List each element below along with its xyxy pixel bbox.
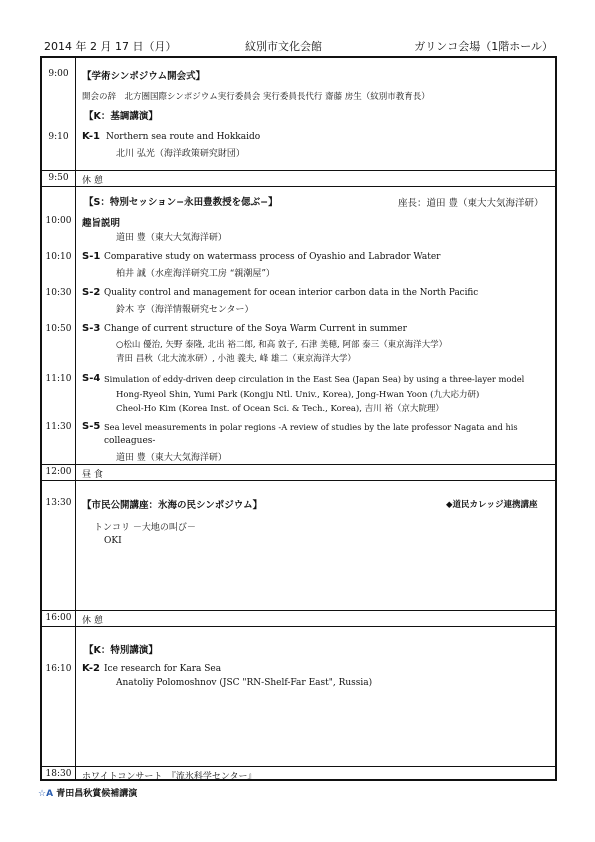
time-label: 10:30 xyxy=(45,288,72,298)
break-label: 休 憩 xyxy=(82,616,103,626)
talk-title: Sea level measurements in polar regions -A review of studies by the late professor Nagata and his xyxy=(104,422,518,432)
row-divider xyxy=(42,626,555,627)
public-lecture-title: 【市民公開講座：氷海の民シンポジウム】 xyxy=(82,500,263,511)
row-divider xyxy=(42,480,555,481)
time-label: 9:00 xyxy=(48,69,69,79)
footnote-text: 青田昌秋賞候補講演 xyxy=(56,789,138,799)
talk-code: S-3 xyxy=(82,323,101,334)
talk-speaker: Hong-Ryeol Shin, Yumi Park (Kongju Ntl. Univ., Korea), Jong-Hwan Yoon (九大応力研) xyxy=(116,390,480,400)
special-session-title: 【S：特別セッション−永田豊教授を偲ぶ−】 xyxy=(84,197,278,208)
row-divider xyxy=(42,610,555,611)
time-label: 10:50 xyxy=(45,324,72,334)
keynote-section-title: 【K：基調講演】 xyxy=(84,111,158,122)
concert-label: ホワイトコンサート 『流氷科学センター』 xyxy=(82,772,257,782)
talk-speaker: ○松山 優治, 矢野 泰隆, 北出 裕二郎, 和高 敦子, 石津 美穂, 阿部 泰三（東京海洋大学） xyxy=(116,340,448,350)
time-label: 16:00 xyxy=(45,613,72,623)
talk-title: 趣旨説明 xyxy=(82,218,121,229)
footnote xyxy=(38,786,137,799)
header-date: 2014 年 2 月 17 日（月） xyxy=(44,40,177,53)
talk-code: K-1 xyxy=(82,131,100,142)
performance-title: トンコリ －大地の叫び－ xyxy=(94,523,196,533)
time-label: 12:00 xyxy=(45,467,72,477)
talk-code: S-5 xyxy=(82,421,101,432)
talk-speaker: 道田 豊（東大大気海洋研） xyxy=(116,453,227,463)
talk-code: S-1 xyxy=(82,251,101,262)
talk-speaker: 柏井 誠（水産海洋研究工房 “親潮屋”） xyxy=(116,269,275,279)
talk-speaker: 鈴木 亨（海洋情報研究センター） xyxy=(116,305,254,315)
opening-remarks: 開会の辞 北方圏国際シンポジウム実行委員会 実行委員長代行 齋藤 房生（紋別市教育長） xyxy=(82,92,430,102)
time-label: 18:30 xyxy=(45,769,72,779)
time-label: 11:10 xyxy=(45,374,72,384)
talk-speaker: 青田 昌秋（北大流氷研）, 小池 義夫, 峰 雄二（東京海洋大学） xyxy=(116,354,356,364)
talk-speaker: Cheol-Ho Kim (Korea Inst. of Ocean Sci. & Tech., Korea), 吉川 裕（京大院理） xyxy=(116,404,444,414)
time-label: 9:10 xyxy=(48,132,69,142)
session-chair: 座長：道田 豊（東大大気海洋研） xyxy=(398,198,544,209)
talk-title: Northern sea route and Hokkaido xyxy=(106,132,261,142)
talk-speaker: Anatoliy Polomoshnov (JSC "RN-Shelf-Far East", Russia) xyxy=(116,678,373,688)
talk-code: S-4 xyxy=(82,373,101,384)
college-note: ◆道民カレッジ連携講座 xyxy=(446,500,538,510)
session-title: 【学術シンポジウム開会式】 xyxy=(82,71,206,82)
time-label: 13:30 xyxy=(45,498,72,508)
time-label: 11:30 xyxy=(45,422,72,432)
talk-title: Change of current structure of the Soya Warm Current in summer xyxy=(104,324,407,334)
performer: OKI xyxy=(104,536,122,546)
row-divider xyxy=(42,170,555,171)
row-divider xyxy=(42,766,555,767)
time-label: 16:10 xyxy=(45,664,72,674)
talk-title: Quality control and management for ocean interior carbon data in the North Pacific xyxy=(104,288,479,298)
lunch-label: 昼 食 xyxy=(82,470,103,480)
time-label: 10:00 xyxy=(45,216,72,226)
talk-title-continued: colleagues- xyxy=(104,436,156,446)
program-table xyxy=(40,56,557,781)
header-venue: 紋別市文化会館 xyxy=(245,40,322,53)
row-divider xyxy=(42,464,555,465)
talk-speaker: 道田 豊（東大大気海洋研） xyxy=(116,233,227,243)
page-header xyxy=(40,38,557,54)
row-divider xyxy=(42,186,555,187)
talk-code: K-2 xyxy=(82,663,100,674)
talk-title: Comparative study on watermass process of Oyashio and Labrador Water xyxy=(104,252,441,262)
break-label: 休 憩 xyxy=(82,176,103,186)
talk-title: Ice research for Kara Sea xyxy=(104,664,222,674)
footnote-mark: ☆A xyxy=(38,789,54,799)
time-column-divider xyxy=(75,58,76,779)
talk-code: S-2 xyxy=(82,287,101,298)
time-label: 9:50 xyxy=(48,173,69,183)
time-label: 10:10 xyxy=(45,252,72,262)
talk-title: Simulation of eddy-driven deep circulation in the East Sea (Japan Sea) by using a three-layer model xyxy=(104,374,525,384)
special-lecture-section-title: 【K：特別講演】 xyxy=(84,645,158,656)
header-room: ガリンコ会場（1階ホール） xyxy=(414,40,553,53)
talk-speaker: 北川 弘光（海洋政策研究財団） xyxy=(116,149,245,159)
